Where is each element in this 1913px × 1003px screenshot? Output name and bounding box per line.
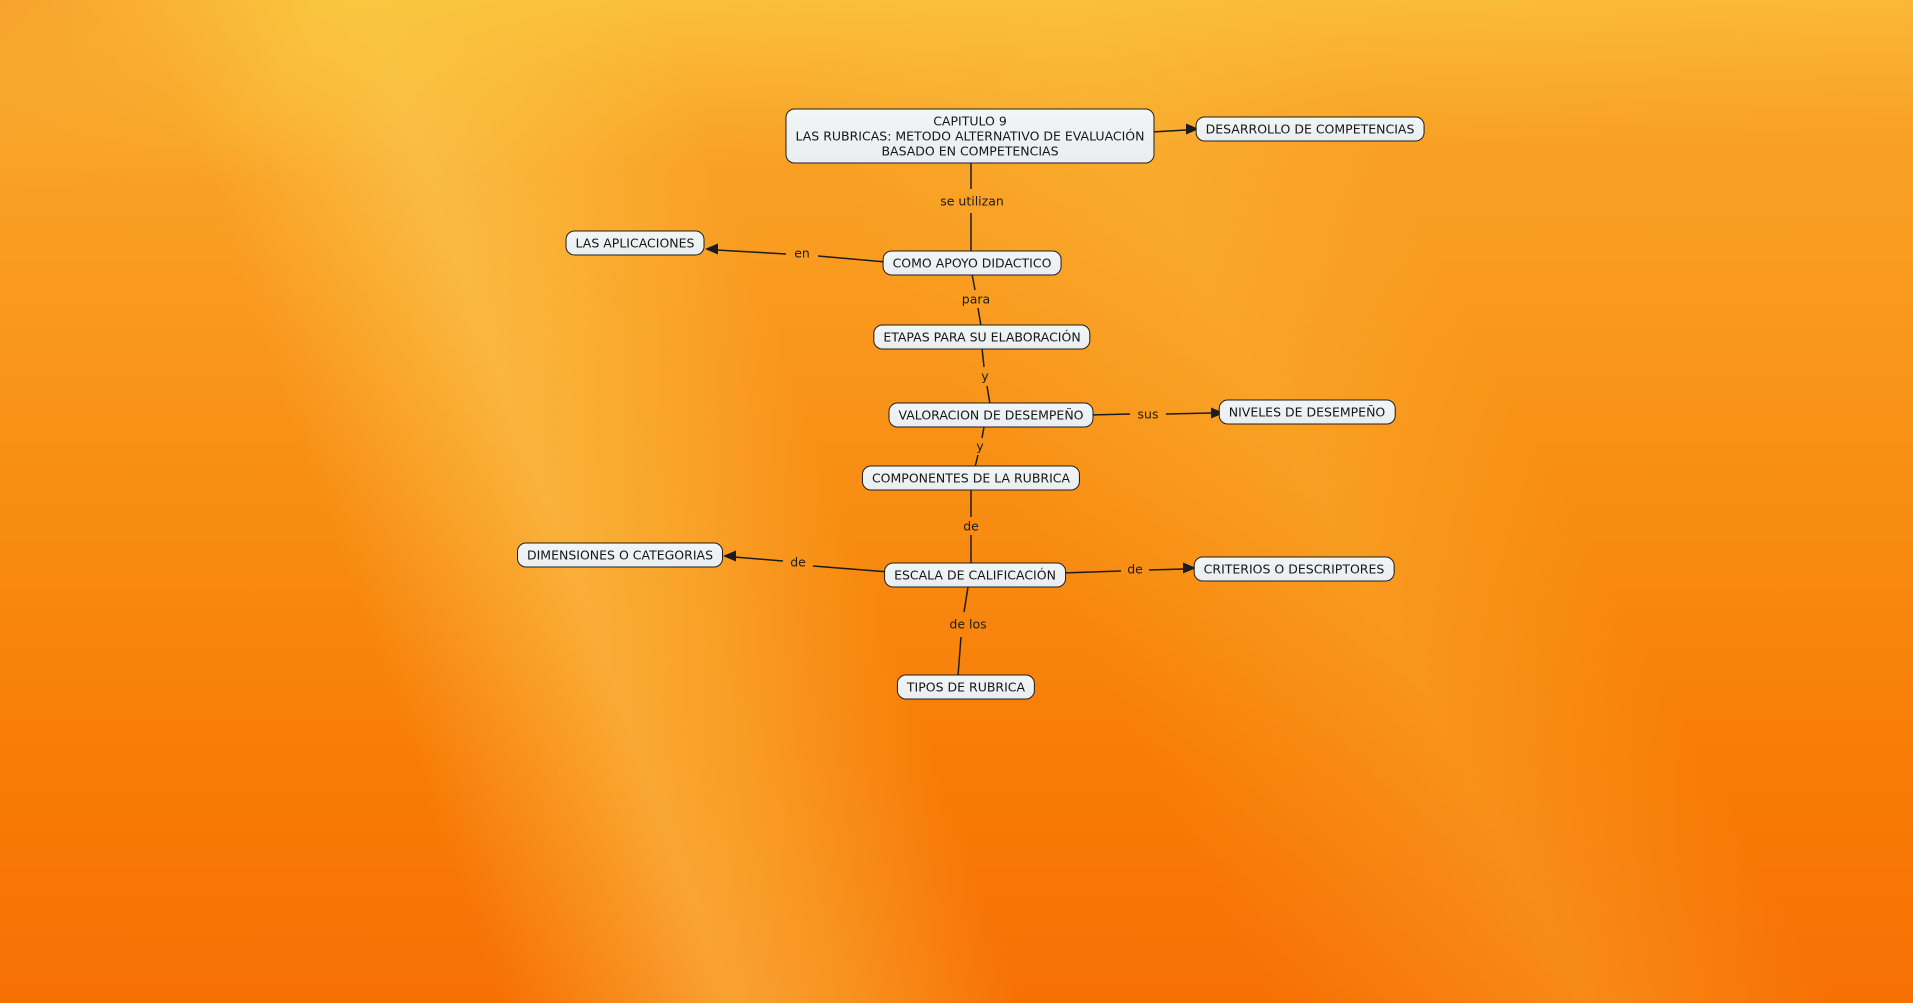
- node-label: ESCALA DE CALIFICACIÓN: [894, 567, 1056, 583]
- node-label: NIVELES DE DESEMPEÑO: [1228, 404, 1386, 420]
- node-valoracion-de-desempeno[interactable]: [888, 403, 1093, 428]
- connector-line: [982, 348, 984, 367]
- link-label[interactable]: para: [961, 291, 991, 307]
- node-tipos-de-rubrica[interactable]: [897, 675, 1035, 700]
- connector-line: [1089, 414, 1130, 415]
- connector-line: [987, 386, 990, 404]
- connector-line: [978, 308, 981, 326]
- node-label: LAS APLICACIONES: [575, 235, 695, 251]
- connector-line: [1149, 569, 1184, 570]
- node-etapas-para-su-elaboracion[interactable]: [873, 325, 1090, 350]
- node-text-line: BASADO EN COMPETENCIAS: [881, 143, 1059, 159]
- link-label[interactable]: de: [790, 554, 806, 570]
- connector-line: [734, 557, 783, 561]
- link-label[interactable]: y: [976, 438, 984, 454]
- connector-line: [982, 427, 984, 438]
- node-text-line: LAS RUBRICAS: METODO ALTERNATIVO DE EVALUACIÓN: [795, 128, 1145, 144]
- link-label[interactable]: sus: [1137, 406, 1159, 422]
- node-dimensiones-o-categorias[interactable]: [517, 543, 723, 568]
- node-desarrollo-de-competencias[interactable]: [1196, 117, 1425, 142]
- link-label[interactable]: y: [981, 368, 989, 384]
- node-label: ETAPAS PARA SU ELABORACIÓN: [883, 329, 1081, 345]
- node-escala-de-calificacion[interactable]: [884, 563, 1066, 588]
- node-label: COMPONENTES DE LA RUBRICA: [871, 470, 1071, 486]
- link-label[interactable]: de: [1127, 561, 1143, 577]
- link-label[interactable]: de los: [949, 616, 987, 632]
- connector-line: [972, 274, 975, 290]
- connector-line: [958, 637, 961, 676]
- arrowhead-icon: [723, 551, 736, 562]
- node-como-apoyo-didactico[interactable]: [883, 251, 1062, 276]
- node-label: DIMENSIONES O CATEGORIAS: [527, 547, 713, 563]
- connector-line: [813, 566, 889, 572]
- connector-line: [1062, 571, 1121, 573]
- connector-line: [818, 256, 886, 262]
- node-label: COMO APOYO DIDACTICO: [892, 255, 1052, 271]
- connector-line: [1152, 130, 1186, 132]
- arrowhead-icon: [705, 244, 718, 255]
- connector-line: [716, 250, 786, 254]
- node-niveles-de-desempeno[interactable]: [1219, 400, 1396, 425]
- node-las-aplicaciones[interactable]: [566, 231, 705, 256]
- node-criterios-o-descriptores[interactable]: [1194, 557, 1395, 582]
- link-label[interactable]: en: [794, 245, 810, 261]
- link-label[interactable]: de: [963, 518, 979, 534]
- node-text-line: CAPITULO 9: [933, 113, 1007, 129]
- node-label: DESARROLLO DE COMPETENCIAS: [1205, 121, 1415, 137]
- node-componentes-de-la-rubrica[interactable]: [862, 466, 1080, 491]
- node-label: CRITERIOS O DESCRIPTORES: [1203, 561, 1385, 577]
- node-label: VALORACION DE DESEMPEÑO: [898, 407, 1084, 423]
- connector-line: [964, 587, 968, 612]
- link-label[interactable]: se utilizan: [940, 193, 1004, 209]
- node-capitulo-9[interactable]: [785, 109, 1154, 164]
- connector-line: [1166, 413, 1212, 414]
- node-label: TIPOS DE RUBRICA: [906, 679, 1026, 695]
